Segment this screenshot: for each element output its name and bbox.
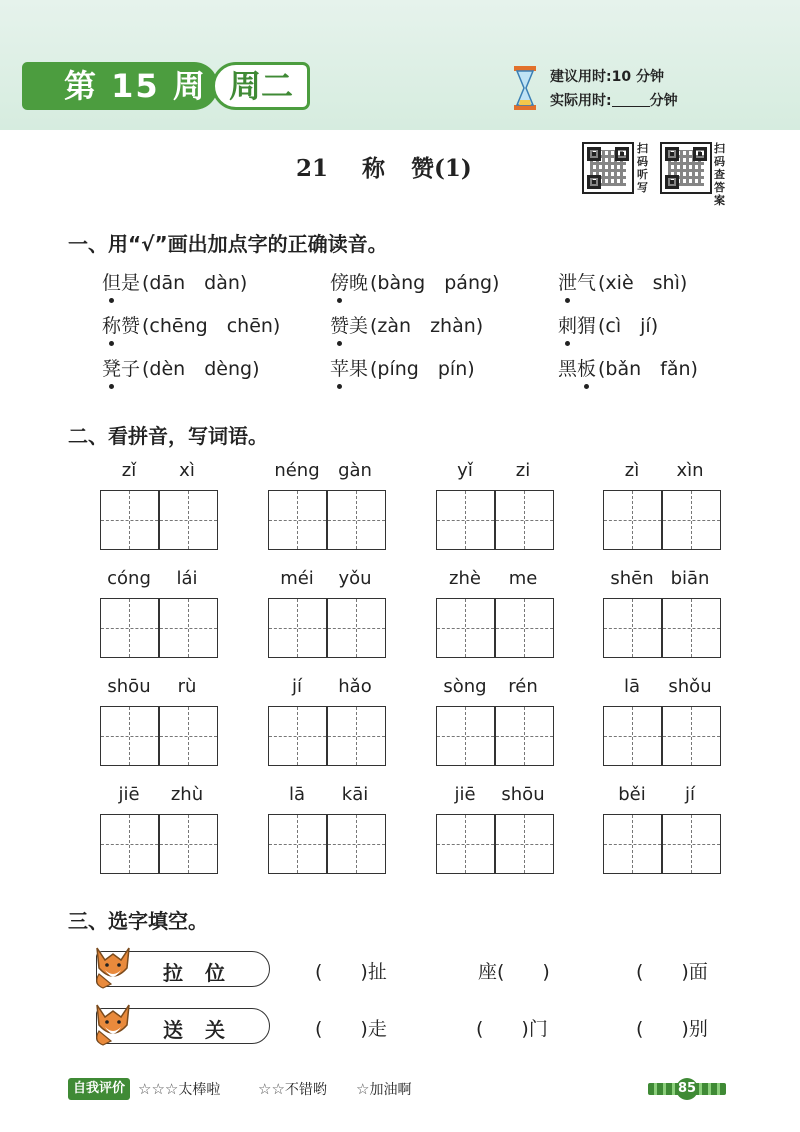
reading-item[interactable]: [330, 354, 475, 381]
pinyin-word-item: [603, 784, 721, 876]
reading-pinyin-options[interactable]: (bǎn fǎn): [598, 358, 698, 380]
section3-title: 三、选字填空。: [68, 909, 208, 933]
writing-grid[interactable]: [436, 706, 554, 766]
emphasis-dot-icon: [584, 384, 589, 389]
pinyin-word-item: [436, 568, 554, 660]
emphasis-dot-icon: [337, 341, 342, 346]
pinyin-syllable: zǐ: [121, 460, 137, 481]
actual-time-prefix: 实际用时:: [550, 93, 612, 109]
pinyin-syllable: rén: [508, 676, 538, 697]
reading-word: 刺猬: [558, 315, 597, 337]
emphasis-dot-icon: [109, 298, 114, 303]
reading-item[interactable]: [558, 268, 687, 295]
reading-item[interactable]: [102, 311, 280, 338]
page-title: [296, 150, 472, 183]
writing-grid[interactable]: [268, 814, 386, 874]
reading-word: 赞美: [330, 315, 369, 337]
pinyin-word-item: [100, 568, 218, 660]
pinyin-word-item: [603, 676, 721, 768]
qr-code-answer[interactable]: [660, 142, 712, 194]
rating-2-stars[interactable]: [258, 1078, 327, 1101]
pinyin-word-item: [436, 676, 554, 768]
pinyin-syllable: hǎo: [338, 676, 372, 697]
reading-pinyin-options[interactable]: (chēng chēn): [142, 315, 281, 337]
pinyin-word-item: [268, 784, 386, 876]
fill-blank-1-1[interactable]: ( )扯: [315, 961, 387, 983]
pinyin-syllable: kāi: [341, 784, 369, 805]
page-number: 85: [676, 1078, 698, 1100]
pinyin-syllable: rù: [177, 676, 197, 697]
fill-blank-2-3[interactable]: ( )别: [636, 1018, 708, 1040]
writing-grid[interactable]: [100, 598, 218, 658]
pinyin-syllable: sòng: [443, 676, 487, 697]
pinyin-word-item: [436, 460, 554, 552]
emphasis-dot-icon: [565, 341, 570, 346]
writing-grid[interactable]: [100, 706, 218, 766]
fox-icon: [91, 1001, 135, 1047]
pinyin-syllable: shēn: [610, 568, 654, 589]
page-number-badge: [648, 1078, 726, 1100]
pinyin-syllable: lái: [176, 568, 198, 589]
fill-blank-2-2[interactable]: ( )门: [476, 1018, 548, 1040]
section2-title: 二、看拼音，写词语。: [68, 424, 268, 448]
reading-word: 黑板: [558, 358, 597, 380]
qr-listen-label: 扫码听写: [637, 142, 648, 194]
emphasis-dot-icon: [337, 298, 342, 303]
lesson-number: 21: [296, 155, 329, 182]
star-icon: ☆☆☆: [138, 1080, 179, 1098]
reading-pinyin-options[interactable]: (xiè shì): [598, 272, 688, 294]
reading-pinyin-options[interactable]: (dān dàn): [142, 272, 248, 294]
pinyin-syllable: xì: [179, 460, 195, 481]
title-part: (1): [434, 155, 472, 182]
reading-pinyin-options[interactable]: (píng pín): [370, 358, 475, 380]
pinyin-word-item: [603, 460, 721, 552]
pinyin-syllable: zi: [515, 460, 531, 481]
pinyin-syllable: zì: [624, 460, 640, 481]
fox-icon: [91, 944, 135, 990]
writing-grid[interactable]: [436, 490, 554, 550]
actual-time-suffix: 分钟: [649, 93, 678, 109]
reading-pinyin-options[interactable]: (bàng páng): [370, 272, 500, 294]
reading-word: 傍晚: [330, 272, 369, 294]
pinyin-syllable: zhè: [449, 568, 481, 589]
pinyin-word-item: [100, 460, 218, 552]
choice-box-1: [96, 951, 270, 987]
writing-grid[interactable]: [436, 814, 554, 874]
emphasis-dot-icon: [109, 384, 114, 389]
pinyin-syllable: jiē: [454, 784, 476, 805]
pinyin-syllable: me: [508, 568, 538, 589]
pinyin-syllable: gàn: [338, 460, 372, 481]
pinyin-syllable: jiē: [118, 784, 140, 805]
reading-word: 苹果: [330, 358, 369, 380]
pinyin-syllable: jí: [684, 784, 695, 805]
writing-grid[interactable]: [436, 598, 554, 658]
reading-pinyin-options[interactable]: (dèn dèng): [142, 358, 260, 380]
reading-item[interactable]: [558, 354, 698, 381]
pinyin-syllable: yǒu: [338, 568, 372, 589]
pinyin-word-item: [268, 460, 386, 552]
pinyin-word-item: [436, 784, 554, 876]
pinyin-syllable: lā: [623, 676, 641, 697]
pinyin-syllable: cóng: [107, 568, 151, 589]
writing-grid[interactable]: [603, 814, 721, 874]
star-icon: ☆☆: [258, 1080, 285, 1098]
pinyin-word-item: [100, 676, 218, 768]
writing-grid[interactable]: [268, 598, 386, 658]
fill-blank-1-3[interactable]: ( )面: [636, 961, 708, 983]
section1-title: 一、用“√”画出加点字的正确读音。: [68, 232, 388, 256]
rating-3-label: 太棒啦: [178, 1082, 221, 1098]
reading-item[interactable]: [558, 311, 658, 338]
rating-3-stars[interactable]: [138, 1078, 220, 1101]
pinyin-word-item: [603, 568, 721, 660]
writing-grid[interactable]: [268, 706, 386, 766]
rating-1-label: 加油啊: [369, 1082, 412, 1098]
fill-blank-2-1[interactable]: ( )走: [315, 1018, 387, 1040]
writing-grid[interactable]: [603, 490, 721, 550]
star-icon: ☆: [356, 1080, 370, 1098]
actual-time-blank[interactable]: [612, 93, 650, 107]
actual-time: [550, 90, 678, 110]
pinyin-syllable: běi: [618, 784, 646, 805]
qr-code-listen[interactable]: [582, 142, 634, 194]
title-char-2: 赞: [411, 155, 435, 182]
pinyin-syllable: xìn: [676, 460, 704, 481]
writing-grid[interactable]: [100, 814, 218, 874]
pinyin-syllable: jí: [291, 676, 302, 697]
writing-grid[interactable]: [268, 490, 386, 550]
suggested-time: 建议用时:10 分钟: [550, 69, 664, 85]
pinyin-syllable: zhù: [170, 784, 204, 805]
reading-word: 称赞: [102, 315, 141, 337]
week-label: 第 15 周: [22, 62, 218, 110]
day-label: 周二: [212, 62, 310, 110]
reading-word: 但是: [102, 272, 141, 294]
writing-grid[interactable]: [603, 598, 721, 658]
reading-item[interactable]: [102, 268, 247, 295]
choice-box-2: [96, 1008, 270, 1044]
pinyin-syllable: shǒu: [668, 676, 712, 697]
pinyin-word-item: [268, 676, 386, 768]
pinyin-syllable: shōu: [501, 784, 545, 805]
pinyin-word-item: [268, 568, 386, 660]
writing-grid[interactable]: [603, 706, 721, 766]
fill-blank-1-2[interactable]: 座( ): [478, 961, 550, 983]
pinyin-syllable: néng: [274, 460, 320, 481]
title-char-1: 称: [362, 155, 386, 182]
self-eval-label: 自我评价: [68, 1078, 130, 1100]
reading-word: 泄气: [558, 272, 597, 294]
hourglass-icon: [512, 64, 538, 112]
pinyin-syllable: shōu: [107, 676, 151, 697]
pinyin-syllable: lā: [288, 784, 306, 805]
time-box: [512, 62, 702, 114]
choices-1: 拉位: [163, 961, 247, 985]
emphasis-dot-icon: [565, 298, 570, 303]
reading-item[interactable]: [102, 354, 260, 381]
reading-item[interactable]: [330, 268, 499, 295]
writing-grid[interactable]: [100, 490, 218, 550]
pinyin-word-item: [100, 784, 218, 876]
pinyin-syllable: yǐ: [457, 460, 473, 481]
pinyin-syllable: biān: [670, 568, 710, 589]
reading-pinyin-options[interactable]: (zàn zhàn): [370, 315, 484, 337]
emphasis-dot-icon: [337, 384, 342, 389]
rating-1-star[interactable]: [356, 1078, 411, 1101]
rating-2-label: 不错哟: [284, 1082, 327, 1098]
emphasis-dot-icon: [109, 341, 114, 346]
reading-item[interactable]: [330, 311, 483, 338]
qr-answer-label: 扫码查答案: [714, 142, 725, 207]
reading-pinyin-options[interactable]: (cì jí): [598, 315, 659, 337]
pinyin-syllable: méi: [280, 568, 314, 589]
reading-word: 凳子: [102, 358, 141, 380]
choices-2: 送关: [163, 1018, 247, 1042]
